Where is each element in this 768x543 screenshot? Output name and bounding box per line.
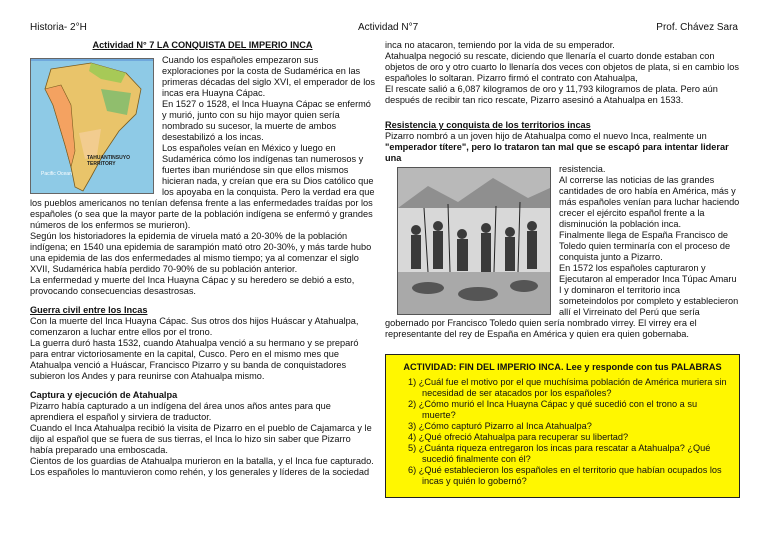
paragraph: Pizarro había capturado a un indígena del área unos años antes para que aprendiera el español y sirviera de traductor. <box>30 401 331 422</box>
section-heading: Resistencia y conquista de los territorios incas <box>385 120 591 130</box>
south-america-map <box>30 58 154 194</box>
document-title: Actividad N° 7 LA CONQUISTA DEL IMPERIO INCA <box>92 40 313 50</box>
question-item: 6) ¿Qué establecieron los españoles en el territorio que habían ocupados los incas y quién lo gobernó? <box>408 465 722 486</box>
paragraph: Pizarro nombró a un joven hijo de Atahualpa como el nuevo Inca, realmente un <box>385 131 707 141</box>
paragraph: Cuando los españoles empezaron sus exploraciones por la costa de Sudamérica en las primeras décadas del siglo XVI, el emperador de los incas era Huayna Cápac. <box>162 55 375 98</box>
section-heading: Captura y ejecución de Atahualpa <box>30 390 178 400</box>
paragraph: Cientos de los guardias de Atahualpa murieron en la batalla, y el Inca fue capturado. Los españoles lo mantuvieron como rehén, y los generales y líderes de la sociedad <box>30 456 374 477</box>
paragraph: resistencia. <box>559 164 606 174</box>
teacher-label: Prof. Chávez Sara <box>656 22 738 33</box>
paragraph: Atahualpa negoció su rescate, diciendo que llenaría el cuarto donde estaban con objetos de oro y otro cuarto lo llenaría dos veces con objetos de plata, si en cambio los españoles lo soltaran. Pizarro firmó el contrato con Atahualpa, <box>385 51 739 83</box>
paragraph: La enfermedad y muerte del Inca Huayna Cápac y su heredero se debió a esto, provocando consecuencias desastrosas. <box>30 275 355 296</box>
map-territory-label: TAHUANTINSUYO TERRITORY <box>87 155 130 167</box>
paragraph: Los españoles veían en México y luego en Sudamérica cómo los indígenas tan numerosos y fuertes iban muriéndose sin que ellos mismos hicieran nada, y creían que era su Dios católico que los apoyaba en la conquista. Pero la verdad era que los pueblos americanos no tenían defensa frente a las enfermedades traídas por los españoles (o sea que la mayor parte de la población indígena se enfermó y grandes números de los enfermos se murieron). <box>30 143 375 230</box>
section-heading: Guerra civil entre los Incas <box>30 305 148 315</box>
paragraph: En 1527 o 1528, el Inca Huayna Cápac se enfermó y murió, junto con su hijo mayor quien sería nombrado su sucesor, la muerte de ambos desestabilizó a los incas. <box>162 99 371 142</box>
map-ocean-label: Pacific Ocean <box>41 171 72 177</box>
paragraph: "emperador títere", pero lo trataron tan mal que se escapó para intentar liderar una <box>385 142 729 163</box>
activity-box <box>385 354 740 498</box>
page-header <box>30 22 738 36</box>
paragraph: Con la muerte del Inca Huayna Cápac. Sus otros dos hijos Huáscar y Atahualpa, comenzaron a luchar entre ellos por el trono. <box>30 316 359 337</box>
paragraph: Finalmente llega de España Francisco de Toledo quien terminaría con el proceso de conquista junto a Pizarro. <box>559 230 731 262</box>
left-column <box>30 40 375 478</box>
question-item: 4) ¿Qué ofreció Atahualpa para recuperar su libertad? <box>408 432 629 442</box>
paragraph: En 1572 los españoles capturaron y Ejecutaron al emperador Inca Túpac Amaru I y dominaron el territorio inca someteindolos por completo y establecieron allí el Virreinato del Perú que sería gobernado por Francisco Toledo quien sería nombrado virrey. El virrey era el representante del rey de España en América y quien era quien gobernaba. <box>385 263 739 339</box>
right-column <box>385 40 740 498</box>
paragraph: El rescate salió a 6,087 kilogramos de oro y 11,793 kilogramos de plata. Pero aún después de recibir tan rico rescate, Pizarro asesinó a Atahualpa en 1533. <box>385 84 718 105</box>
paragraph: Según los historiadores la epidemia de viruela mató a 20-30% de la población indígena; en 1540 una epidemia de sarampión mató otro 20-30%, y más tarde hubo una epidemia de las dos enfermedades al mismo tiempo; ya al comenzar el siglo XVII, Sudamérica había perdido 70-90% de su población anterior. <box>30 231 372 274</box>
question-item: 5) ¿Cuánta riqueza entregaron los incas para rescatar a Atahualpa? ¿Qué sucedió finalmente con él? <box>408 443 711 464</box>
activity-label: Actividad N°7 <box>358 22 419 33</box>
question-item: 2) ¿Cómo murió el Inca Huayna Cápac y qué sucedió con el trono a su muerte? <box>408 399 698 420</box>
paragraph: La guerra duró hasta 1532, cuando Atahualpa venció a su hermano y se preparó para entrar victoriosamente en la capital, Cusco. Pero en el mismo mes que Atahualpa venció a Huáscar, Francisco Pizarro y su banda de conquistadores subieron los Andes y para reunirse con Atahualpa mismo. <box>30 338 359 381</box>
paragraph: Al correrse las noticias de las grandes cantidades de oro había en América, más y más españoles venían para luchar haciendo crecer el ejército español frente a la disminución la población inca. <box>559 175 740 229</box>
course-label: Historia- 2°H <box>30 22 87 33</box>
paragraph: inca no atacaron, temiendo por la vida de su emperador. <box>385 40 615 50</box>
question-item: 3) ¿Cómo capturó Pizarro al Inca Atahualpa? <box>408 421 592 431</box>
paragraph: Cuando el Inca Atahualpa recibió la visita de Pizarro en el pueblo de Cajamarca y le dijo al español que se fuera de sus tierras, el Inca lo hizo sin saber que Pizarro había preparado una emboscada. <box>30 423 372 455</box>
engraving-illustration <box>398 168 550 314</box>
question-item: 1) ¿Cuál fue el motivo por el que muchísima población de América muriera sin necesidad de ser atacados por los españoles? <box>408 377 727 398</box>
conquest-engraving <box>397 167 551 315</box>
activity-title: ACTIVIDAD: FIN DEL IMPERIO INCA. Lee y responde con tus PALABRAS <box>403 362 722 372</box>
